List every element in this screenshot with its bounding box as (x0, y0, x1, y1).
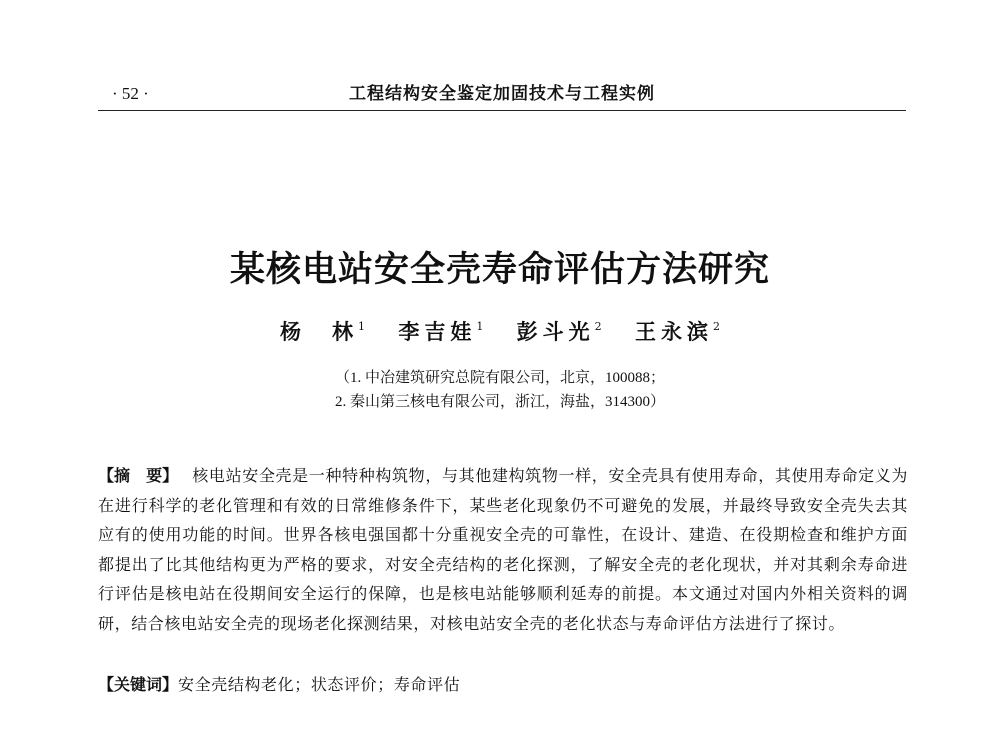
affiliation-line: （1. 中冶建筑研究总院有限公司，北京，100088； (334, 370, 665, 386)
author (398, 312, 483, 347)
author (635, 312, 720, 347)
book-title: 工程结构安全鉴定加固技术与工程实例 (349, 84, 655, 104)
author-name: 王永滨 (634, 319, 713, 344)
affiliation-mark: 2 (712, 320, 720, 333)
author-name: 杨 林 (280, 319, 359, 344)
page-number: · 52 · (112, 84, 149, 103)
keywords (98, 670, 908, 699)
abstract (98, 461, 908, 638)
affiliation-mark: 1 (358, 320, 366, 333)
author-name: 彭斗光 (516, 319, 595, 344)
keywords-text: 安全壳结构老化；状态评价；寿命评估 (178, 675, 461, 694)
affiliation-mark: 1 (476, 320, 484, 333)
author-list (0, 312, 1000, 347)
running-header (98, 82, 906, 106)
author (280, 312, 365, 347)
abstract-text: 核电站安全壳是一种特种构筑物，与其他建构筑物一样，安全壳具有使用寿命，其使用寿命定义为在进行科学的老化管理和有效的日常维修条件下，某些老化现象仍不可避免的发展，并最终导致安全壳失去其应有的使用功能的时间。世界各核电强国都十分重视安全壳的可靠性，在设计、建造、在役期检查和维护方面都提出了比其他结构更为严格的要求，对安全壳结构的老化探测，了解安全壳的老化现状，并对其剩余寿命进行评估是核电站在役期间安全运行的保障，也是核电站能够顺利延寿的前提。本文通过对国内外相关资料的调研，结合核电站安全壳的现场老化探测结果，对核电站安全壳的老化状态与寿命评估方法进行了探讨。 (98, 466, 908, 633)
affiliations (0, 366, 1000, 414)
author (517, 312, 602, 347)
header-rule (98, 110, 906, 111)
affiliation-line: 2. 秦山第三核电有限公司，浙江，海盐，314300） (334, 394, 665, 410)
keywords-label: 【关键词】 (98, 675, 179, 694)
article-title: 某核电站安全壳寿命评估方法研究 (229, 249, 770, 290)
abstract-label: 【摘 要】 (98, 466, 179, 485)
affiliation-mark: 2 (594, 320, 602, 333)
author-name: 李吉娃 (398, 319, 477, 344)
